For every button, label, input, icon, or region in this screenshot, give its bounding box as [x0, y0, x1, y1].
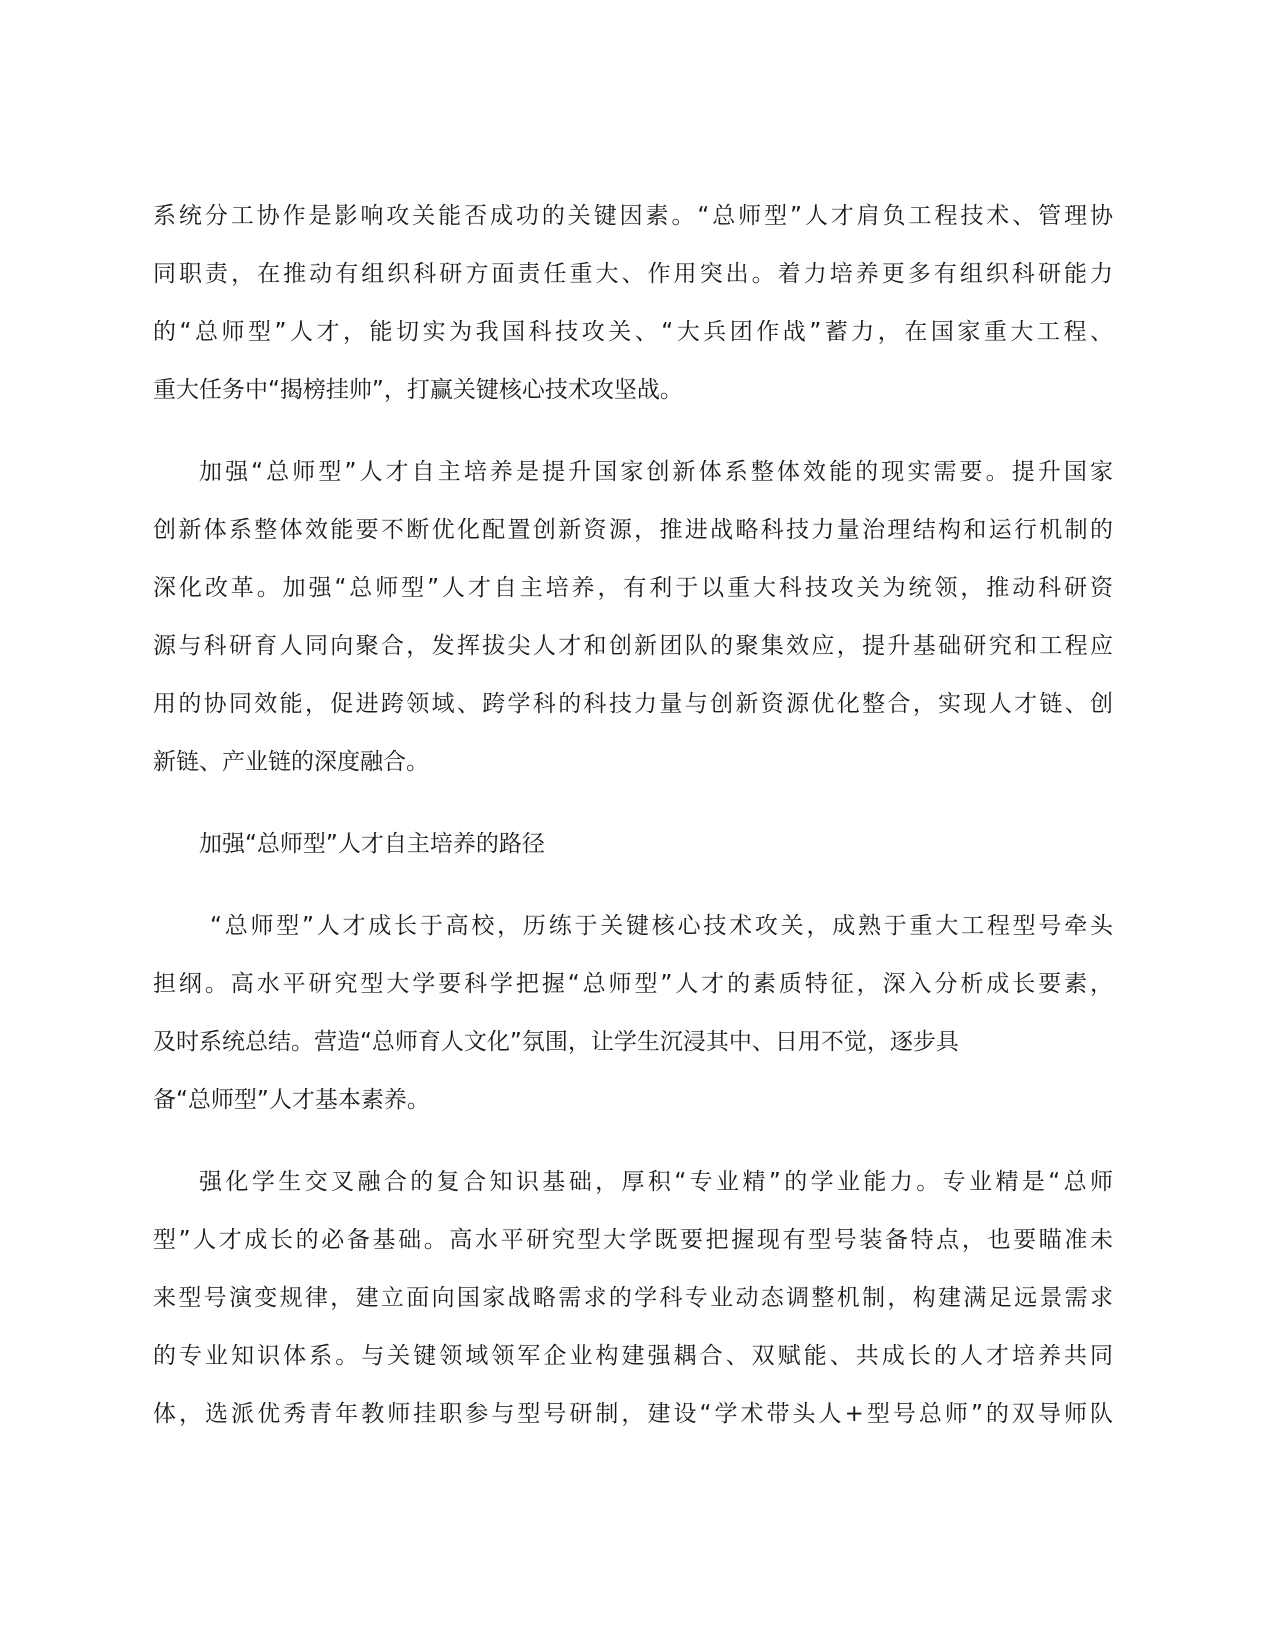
text-line: 型”人才成长的必备基础。高水平研究型大学既要把握现有型号装备特点，也要瞄准未	[153, 1227, 1113, 1253]
text-line: 的专业知识体系。与关键领域领军企业构建强耦合、双赋能、共成长的人才培养共同	[153, 1343, 1113, 1369]
paragraph-2	[153, 443, 1113, 791]
text-line: “总师型”人才成长于高校，历练于关键核心技术攻关，成熟于重大工程型号牵头	[210, 913, 1113, 939]
paragraph-3	[153, 897, 1113, 1129]
text-line: 系统分工协作是影响攻关能否成功的关键因素。“总师型”人才肩负工程技术、管理协	[153, 203, 1113, 229]
text-line: 用的协同效能，促进跨领域、跨学科的科技力量与创新资源优化整合，实现人才链、创	[153, 691, 1113, 717]
text-line: 来型号演变规律，建立面向国家战略需求的学科专业动态调整机制，构建满足远景需求	[153, 1285, 1113, 1311]
text-line: 同职责，在推动有组织科研方面责任重大、作用突出。着力培养更多有组织科研能力	[153, 261, 1113, 287]
text-line: 体，选派优秀青年教师挂职参与型号研制，建设“学术带头人+型号总师”的双导师队	[153, 1401, 1113, 1427]
text-line: 及时系统总结。营造“总师育人文化”氛围，让学生沉浸其中、日用不觉，逐步具	[153, 1029, 959, 1055]
text-line: 担纲。高水平研究型大学要科学把握“总师型”人才的素质特征，深入分析成长要素，	[153, 971, 1113, 997]
text-line: 源与科研育人同向聚合，发挥拔尖人才和创新团队的聚集效应，提升基础研究和工程应	[153, 633, 1113, 659]
article-body	[153, 187, 1113, 1467]
text-line: 强化学生交叉融合的复合知识基础，厚积“专业精”的学业能力。专业精是“总师	[199, 1169, 1113, 1195]
heading-line: 加强“总师型”人才自主培养的路径	[199, 831, 545, 857]
section-heading	[153, 815, 1113, 873]
text-line: 备“总师型”人才基本素养。	[153, 1087, 430, 1113]
text-line: 的“总师型”人才，能切实为我国科技攻关、“大兵团作战”蓄力，在国家重大工程、	[153, 319, 1113, 345]
text-line: 创新体系整体效能要不断优化配置创新资源，推进战略科技力量治理结构和运行机制的	[153, 517, 1113, 543]
text-line: 加强“总师型”人才自主培养是提升国家创新体系整体效能的现实需要。提升国家	[199, 459, 1113, 485]
paragraph-4	[153, 1153, 1113, 1443]
text-line: 新链、产业链的深度融合。	[153, 749, 429, 775]
text-line: 深化改革。加强“总师型”人才自主培养，有利于以重大科技攻关为统领，推动科研资	[153, 575, 1113, 601]
paragraph-1	[153, 187, 1113, 419]
text-line: 重大任务中“揭榜挂帅”，打赢关键核心技术攻坚战。	[153, 377, 683, 403]
